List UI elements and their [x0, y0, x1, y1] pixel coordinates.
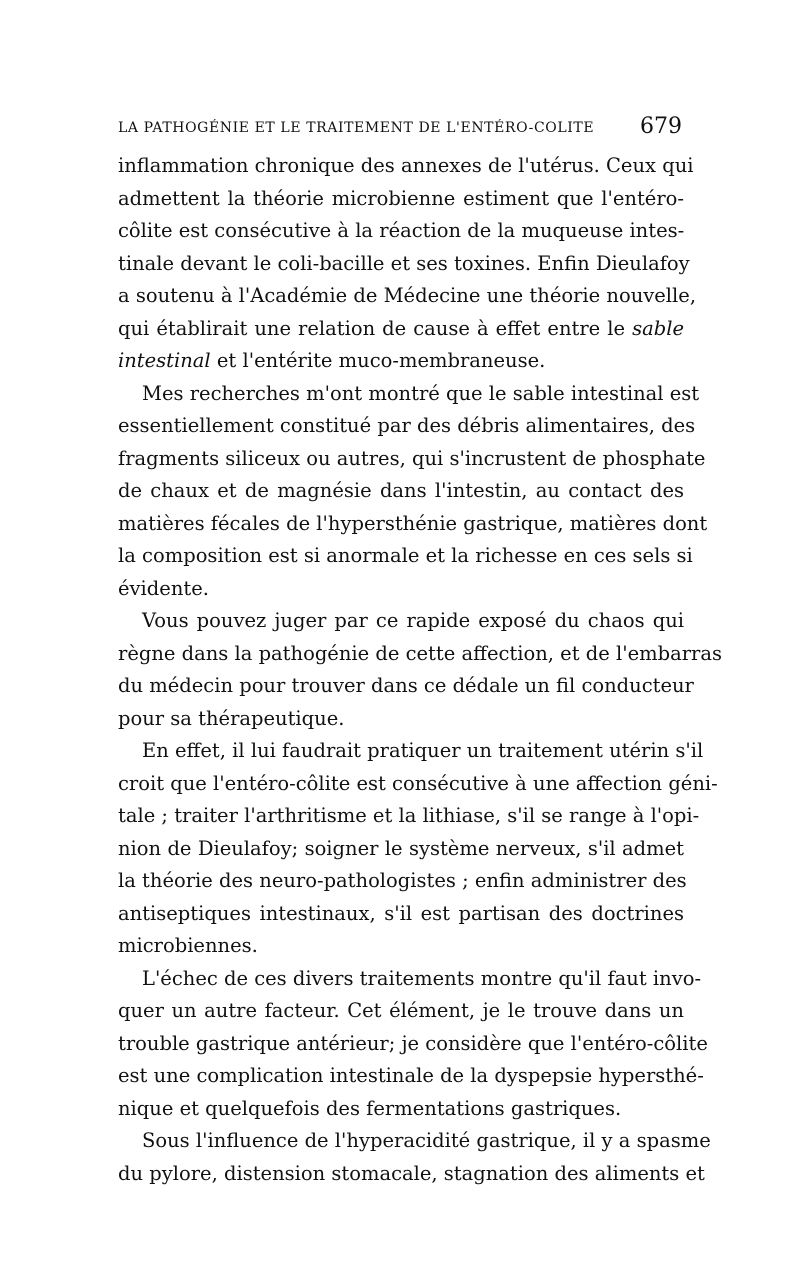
paragraph-first-line: En effet, il lui faudrait pratiquer un traitement utérin s'il — [142, 739, 704, 762]
text-line: fragments siliceux ou autres, qui s'incrustent de phosphate — [118, 446, 706, 470]
text-line: essentiellement constitué par des débris alimentaires, des — [118, 414, 696, 437]
text-line: du médecin pour trouver dans ce dédale un fil conducteur — [118, 674, 694, 697]
text-line: règne dans la pathogénie de cette affection, et de l'embarras — [118, 641, 722, 665]
body-text — [118, 150, 722, 1190]
text-line: quer un autre facteur. Cet élément, je le trouve dans un — [118, 999, 684, 1022]
text-line-segment: qui établirait une relation de cause à effet entre le — [118, 316, 626, 340]
text-line: inflammation chronique des annexes de l'utérus. Ceux qui — [118, 154, 694, 177]
text-line: côlite est consécutive à la réaction de la muqueuse intes- — [118, 219, 685, 242]
text-line: pour sa thérapeutique. — [118, 706, 345, 730]
paragraph-first-line: Sous l'influence de l'hyperacidité gastrique, il y a spasme — [142, 1129, 711, 1152]
paragraph-first-line: Vous pouvez juger par ce rapide exposé du chaos qui — [142, 609, 684, 632]
text-line: matières fécales de l'hypersthénie gastrique, matières dont — [118, 511, 708, 535]
text-line: trouble gastrique antérieur; je considère que l'entéro-côlite — [118, 1031, 708, 1055]
text-line: antiseptiques intestinaux, s'il est partisan des doctrines — [118, 901, 684, 925]
running-header — [118, 114, 684, 142]
paragraph-first-line: L'échec de ces divers traitements montre qu'il faut invo- — [142, 966, 702, 990]
text-line — [118, 345, 684, 378]
italic-term: intestinal — [118, 349, 211, 372]
page-number: 679 — [640, 114, 682, 139]
text-line: est une complication intestinale de la dyspepsie hypersthé- — [118, 1064, 704, 1087]
text-line: tinale devant le coli-bacille et ses toxines. Enfin Dieulafoy — [118, 251, 690, 275]
paragraph-first-line: Mes recherches m'ont montré que le sable intestinal est — [142, 381, 700, 405]
text-line: nique et quelquefois des fermentations gastriques. — [118, 1096, 622, 1120]
text-line — [118, 313, 684, 346]
text-line: admettent la théorie microbienne estiment que l'entéro- — [118, 186, 684, 210]
running-title: LA PATHOGÉNIE ET LE TRAITEMENT DE L'ENTÉRO-COLITE — [118, 120, 595, 136]
text-line-segment: et l'entérite muco-membraneuse. — [216, 349, 546, 372]
text-line: du pylore, distension stomacale, stagnation des aliments et — [118, 1161, 705, 1185]
text-line: microbiennes. — [118, 934, 258, 957]
text-line: évidente. — [118, 576, 209, 600]
italic-term: sable — [632, 316, 684, 340]
text-line: de chaux et de magnésie dans l'intestin, au contact des — [118, 479, 684, 502]
text-line: croit que l'entéro-côlite est consécutive à une affection géni- — [118, 771, 718, 795]
text-line: a soutenu à l'Académie de Médecine une théorie nouvelle, — [118, 284, 697, 307]
text-line: nion de Dieulafoy; soigner le système nerveux, s'il admet — [118, 836, 684, 860]
text-line: la théorie des neuro-pathologistes ; enfin administrer des — [118, 869, 687, 892]
text-line: la composition est si anormale et la richesse en ces sels si — [118, 544, 693, 567]
text-line: tale ; traiter l'arthritisme et la lithiase, s'il se range à l'opi- — [118, 804, 700, 827]
